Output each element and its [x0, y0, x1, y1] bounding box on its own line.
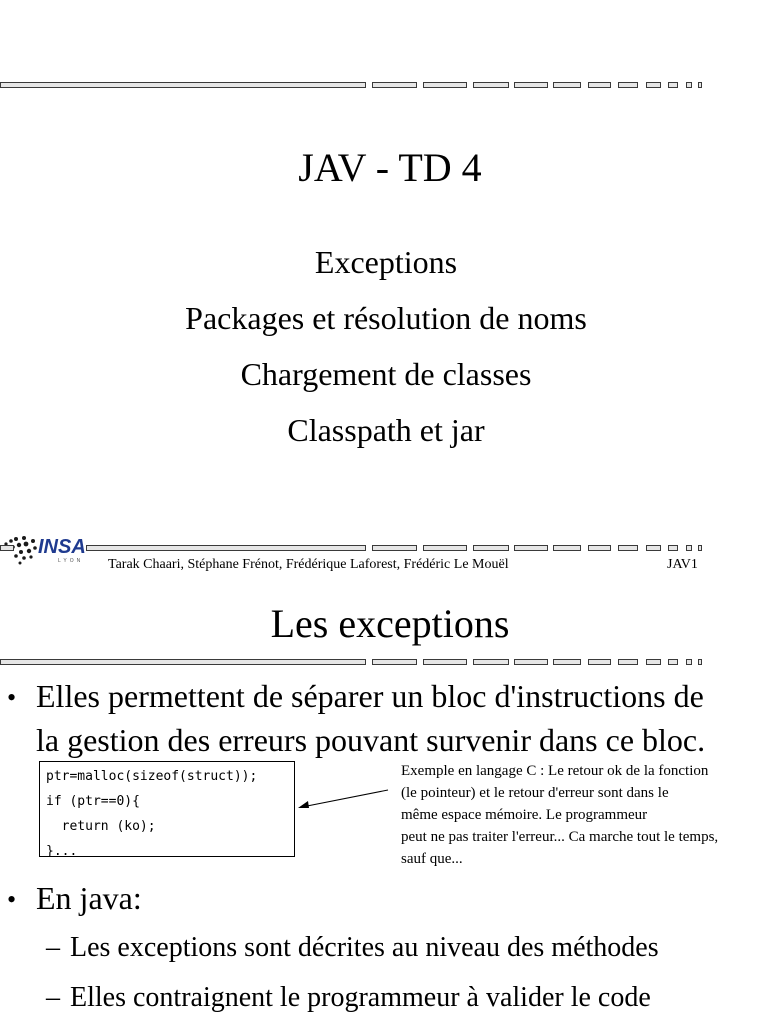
sub-bullet-marker: –	[46, 932, 60, 963]
note-line: Exemple en langage C : Le retour ok de la fonction	[401, 763, 709, 779]
bullet-marker: •	[7, 885, 17, 914]
note-line: sauf que...	[401, 851, 463, 867]
annotation-arrow	[290, 780, 400, 812]
footer-authors: Tarak Chaari, Stéphane Frénot, Frédérique Laforest, Frédéric Le Mouël	[108, 557, 509, 572]
note-line: (le pointeur) et le retour d'erreur sont dans le	[401, 785, 669, 801]
topic-exceptions: Exceptions	[314, 244, 458, 280]
topic-packages: Packages et résolution de noms	[185, 300, 587, 336]
footer-rule	[86, 545, 704, 551]
code-line: }...	[46, 844, 78, 857]
footer-rule-left-stub	[0, 545, 14, 551]
bullet-en-java: En java:	[36, 880, 142, 916]
sub-bullet-validate-code: Elles contraignent le programmeur à valider le code	[70, 982, 651, 1013]
footer-code: JAV1	[667, 557, 698, 572]
header-rule-slide2	[0, 659, 704, 665]
insa-logo-text: INSA	[38, 536, 86, 558]
code-line: return (ko);	[46, 819, 156, 834]
bullet-separation-line-2: la gestion des erreurs pouvant survenir dans ce bloc.	[36, 722, 706, 758]
sub-bullet-marker: –	[46, 982, 60, 1013]
topic-classpath-jar: Classpath et jar	[287, 412, 485, 448]
c-code-example	[39, 761, 295, 857]
bullet-separation-line-1: Elles permettent de séparer un bloc d'instructions de	[36, 678, 704, 714]
insa-logo-subtext: LYON	[58, 558, 84, 564]
note-line: même espace mémoire. Le programmeur	[401, 807, 648, 823]
code-line: ptr=malloc(sizeof(struct));	[46, 769, 258, 784]
note-line: peut ne pas traiter l'erreur... Ca marche tout le temps,	[401, 829, 719, 845]
slide-title: JAV - TD 4	[298, 145, 482, 190]
c-example-note	[401, 760, 767, 870]
code-line: if (ptr==0){	[46, 794, 140, 809]
header-rule-top	[0, 82, 704, 88]
bullet-marker: •	[7, 683, 17, 712]
topic-class-loading: Chargement de classes	[240, 356, 532, 392]
insa-logo	[2, 528, 88, 570]
sub-bullet-methods: Les exceptions sont décrites au niveau des méthodes	[70, 932, 659, 963]
slide-title-exceptions: Les exceptions	[270, 601, 510, 646]
